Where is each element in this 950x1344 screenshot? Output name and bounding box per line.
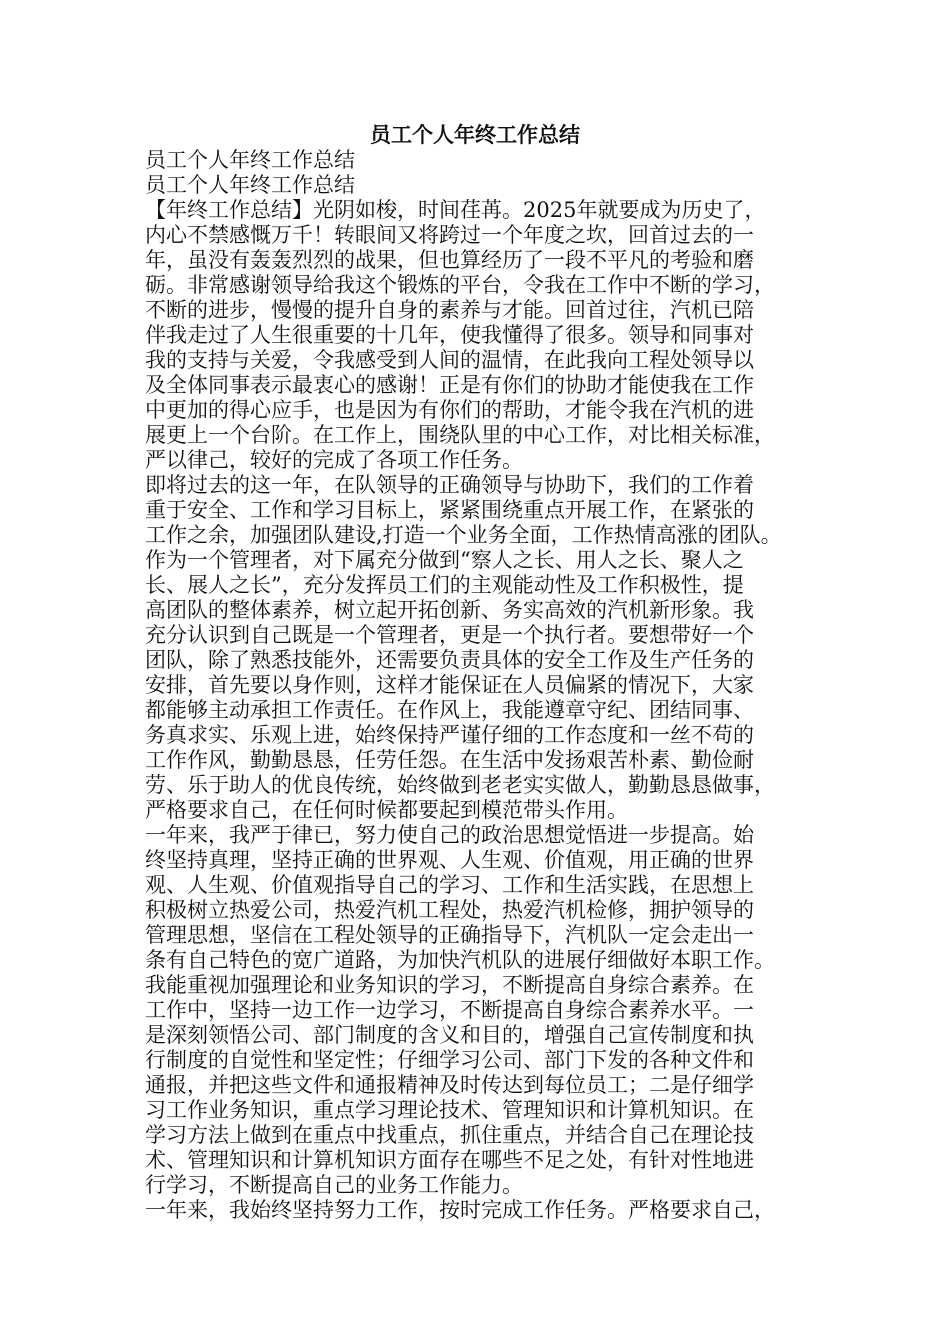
body-line: 充分认识到自己既是一个管理者，更是一个执行者。要想带好一个 bbox=[145, 623, 754, 647]
body-line: 一年来，我始终坚持努力工作，按时完成工作任务。严格要求自己， bbox=[145, 1198, 775, 1222]
body-line: 条有自己特色的宽广道路，为加快汽机队的进展仔细做好本职工作。 bbox=[145, 948, 775, 972]
body-line: 学习方法上做到在重点中找重点，抓住重点，并结合自己在理论技 bbox=[145, 1123, 754, 1147]
body-line: 团队，除了熟悉技能外，还需要负责具体的安全工作及生产任务的 bbox=[145, 648, 754, 672]
body-line: 不断的进步，慢慢的提升自身的素养与才能。回首过往，汽机已陪 bbox=[145, 298, 754, 322]
body-line: 是深刻领悟公司、部门制度的含义和目的，增强自己宣传制度和执 bbox=[145, 1023, 754, 1047]
body-line: 术、管理知识和计算机知识方面存在哪些不足之处，有针对性地进 bbox=[145, 1148, 754, 1172]
body-line: 行制度的自觉性和坚定性；仔细学习公司、部门下发的各种文件和 bbox=[145, 1048, 754, 1072]
body-line: 及全体同事表示最衷心的感谢！正是有你们的协助才能使我在工作 bbox=[145, 373, 754, 397]
body-line: 一年来，我严于律已，努力使自己的政治思想觉悟进一步提高。始 bbox=[145, 823, 754, 847]
body-line: 终坚持真理，坚持正确的世界观、人生观、价值观，用正确的世界 bbox=[145, 848, 754, 872]
body-line: 中更加的得心应手，也是因为有你们的帮助，才能令我在汽机的进 bbox=[145, 398, 754, 422]
document-title: 员工个人年终工作总结 bbox=[370, 122, 580, 147]
body-line: 我能重视加强理论和业务知识的学习，不断提高自身综合素养。在 bbox=[145, 973, 754, 997]
body-line: 员工个人年终工作总结 bbox=[145, 148, 355, 172]
body-line: 劳、乐于助人的优良传统，始终做到老老实实做人，勤勤恳恳做事， bbox=[145, 773, 775, 797]
body-line: 安排，首先要以身作则，这样才能保证在人员偏紧的情况下，大家 bbox=[145, 673, 754, 697]
body-line: 积极树立热爱公司，热爱汽机工程处，热爱汽机检修，拥护领导的 bbox=[145, 898, 754, 922]
body-line: 行学习，不断提高自己的业务工作能力。 bbox=[145, 1173, 523, 1197]
body-line: 工作之余，加强团队建设,打造一个业务全面，工作热情高涨的团队。 bbox=[145, 523, 782, 547]
body-line: 【年终工作总结】光阴如梭，时间荏苒。2025年就要成为历史了， bbox=[145, 198, 766, 222]
body-line: 高团队的整体素养，树立起开拓创新、务实高效的汽机新形象。我 bbox=[145, 598, 754, 622]
body-line: 即将过去的这一年，在队领导的正确领导与协助下，我们的工作着 bbox=[145, 473, 754, 497]
body-line: 管理思想，坚信在工程处领导的正确指导下，汽机队一定会走出一 bbox=[145, 923, 754, 947]
document-body bbox=[145, 148, 817, 1223]
body-line: 展更上一个台阶。在工作上，围绕队里的中心工作，对比相关标准， bbox=[145, 423, 775, 447]
body-line: 通报，并把这些文件和通报精神及时传达到每位员工；二是仔细学 bbox=[145, 1073, 754, 1097]
body-line: 工作中，坚持一边工作一边学习，不断提高自身综合素养水平。一 bbox=[145, 998, 754, 1022]
body-line: 重于安全、工作和学习目标上，紧紧围绕重点开展工作，在紧张的 bbox=[145, 498, 754, 522]
body-line: 务真求实、乐观上进，始终保持严谨仔细的工作态度和一丝不苟的 bbox=[145, 723, 754, 747]
body-line: 都能够主动承担工作责任。在作风上，我能遵章守纪、团结同事、 bbox=[145, 698, 754, 722]
body-line: 工作作风，勤勤恳恳，任劳任怨。在生活中发扬艰苦朴素、勤俭耐 bbox=[145, 748, 754, 772]
body-line: 长、展人之长”，充分发挥员工们的主观能动性及工作积极性，提 bbox=[145, 573, 744, 597]
body-line: 习工作业务知识，重点学习理论技术、管理知识和计算机知识。在 bbox=[145, 1098, 754, 1122]
body-line: 观、人生观、价值观指导自己的学习、工作和生活实践，在思想上 bbox=[145, 873, 754, 897]
body-line: 严以律己，较好的完成了各项工作任务。 bbox=[145, 448, 523, 472]
body-line: 员工个人年终工作总结 bbox=[145, 173, 355, 197]
body-line: 我的支持与关爱，令我感受到人间的温情，在此我向工程处领导以 bbox=[145, 348, 754, 372]
body-line: 伴我走过了人生很重要的十几年，使我懂得了很多。领导和同事对 bbox=[145, 323, 754, 347]
body-line: 严格要求自己，在任何时候都要起到模范带头作用。 bbox=[145, 798, 628, 822]
body-line: 砺。非常感谢领导给我这个锻炼的平台，令我在工作中不断的学习， bbox=[145, 273, 775, 297]
body-line: 内心不禁感慨万千！转眼间又将跨过一个年度之坎，回首过去的一 bbox=[145, 223, 754, 247]
body-line: 年，虽没有轰轰烈烈的战果，但也算经历了一段不平凡的考验和磨 bbox=[145, 248, 754, 272]
body-line: 作为一个管理者，对下属充分做到“察人之长、用人之长、聚人之 bbox=[145, 548, 744, 572]
